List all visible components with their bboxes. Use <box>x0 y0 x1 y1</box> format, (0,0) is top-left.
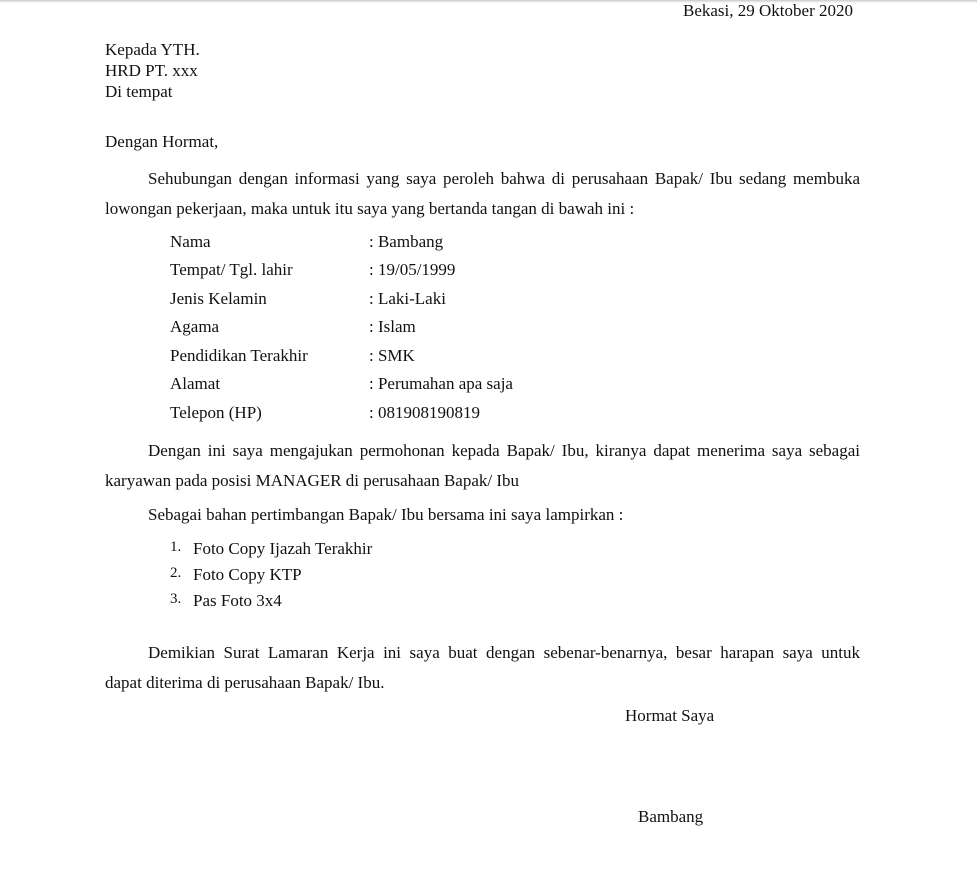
field-value: : Bambang <box>369 232 444 251</box>
recipient-line: Kepada YTH. <box>105 40 200 59</box>
field-label: Agama <box>170 317 220 336</box>
field-value: : 081908190819 <box>369 403 480 422</box>
attachments-intro: Sebagai bahan pertimbangan Bapak/ Ibu bersama ini saya lampirkan : <box>148 505 624 524</box>
recipient-line: Di tempat <box>105 82 173 101</box>
field-value: : Perumahan apa saja <box>369 374 513 393</box>
field-value: : Laki-Laki <box>369 289 446 308</box>
list-item-number: 1. <box>170 539 182 555</box>
field-value: : SMK <box>369 346 415 365</box>
recipient-line: HRD PT. xxx <box>105 61 198 80</box>
intro-paragraph <box>105 164 860 224</box>
field-value: : 19/05/1999 <box>369 260 456 279</box>
place-date: Bekasi, 29 Oktober 2020 <box>683 1 853 20</box>
list-item-number: 3. <box>170 591 182 607</box>
paragraph-line: lowongan pekerjaan, maka untuk itu saya yang bertanda tangan di bawah ini : <box>105 199 635 218</box>
paragraph-line: Dengan ini saya mengajukan permohonan kepada Bapak/ Ibu, kiranya dapat menerima saya sebagai <box>148 441 860 460</box>
request-paragraph <box>105 436 860 496</box>
field-label: Telepon (HP) <box>170 403 262 422</box>
field-label: Nama <box>170 232 211 251</box>
field-label: Alamat <box>170 374 221 393</box>
paragraph-line: Demikian Surat Lamaran Kerja ini saya buat dengan sebenar-benarnya, besar harapan saya untuk <box>148 643 860 662</box>
signature-name: Bambang <box>638 807 704 826</box>
list-item-number: 2. <box>170 565 182 581</box>
list-item: Foto Copy KTP <box>193 565 302 584</box>
list-item: Pas Foto 3x4 <box>193 591 282 610</box>
list-item: Foto Copy Ijazah Terakhir <box>193 539 373 558</box>
closing-paragraph <box>105 638 860 698</box>
paragraph-line: karyawan pada posisi MANAGER di perusahaan Bapak/ Ibu <box>105 471 520 490</box>
signature-salutation: Hormat Saya <box>625 706 715 725</box>
greeting: Dengan Hormat, <box>105 132 219 151</box>
field-label: Tempat/ Tgl. lahir <box>170 260 293 279</box>
field-value: : Islam <box>369 317 416 336</box>
field-label: Pendidikan Terakhir <box>170 346 308 365</box>
paragraph-line: dapat diterima di perusahaan Bapak/ Ibu. <box>105 673 385 692</box>
paragraph-line: Sehubungan dengan informasi yang saya peroleh bahwa di perusahaan Bapak/ Ibu sedang membuka <box>148 169 860 188</box>
field-label: Jenis Kelamin <box>170 289 267 308</box>
